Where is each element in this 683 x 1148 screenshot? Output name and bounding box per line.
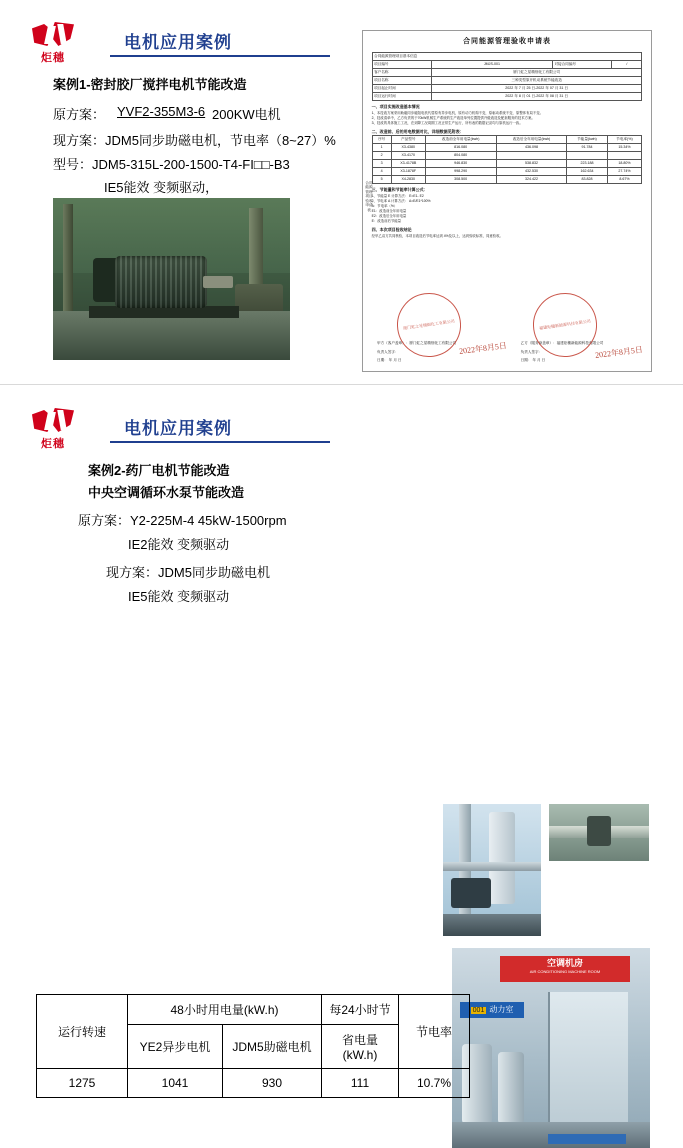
- slide-2: [0, 386, 683, 1090]
- form-section-2-title: 二、改造前、后的用电数据对比，详细数据见附表：: [371, 128, 464, 134]
- case-2-old-efficiency: IE2能效 变频驱动: [128, 537, 230, 552]
- form-section-4-title: 四、本次项目验收结论: [371, 226, 412, 232]
- case-2-heading: 案例2-药厂电机节能改造: [88, 463, 230, 478]
- machine-room-banner: 空调机房 AIR CONDITIONING MACHINE ROOM: [500, 956, 630, 982]
- case-1-old-power: 200KW电机: [212, 107, 281, 122]
- slide-2-title-rule: [110, 441, 330, 443]
- handwriting-date-b: 2022年8月5日: [594, 345, 644, 360]
- form-signature-right: 乙方（服务商盖章）：福建炬穗新能源科技有限公司 负责人签字： 日期： 年 月 日: [520, 341, 604, 363]
- form-formula-2: 2、节电率 A 计算方法： A=E/E1*100%: [371, 199, 431, 204]
- form-data-row: 2 X3-4170 804.080: [372, 152, 642, 160]
- case-1-old-scheme-label: 原方案：: [53, 107, 106, 122]
- logo-mark-icon: [32, 22, 74, 48]
- table-row: 1275 1041 930 111 10.7%: [37, 1069, 470, 1098]
- form-header-table: 合同能源管理项目基本信息 项目编号 JMJS-001 对接合同编号 / 客户名称 厦门虹之星精细化工有限公司 项目名称 三种类型原开机动系统节能改造 项目起止时间 2022 年 7 月 25 日-2022 年 07 月 31 日 项目运行时间 2022 年 8 月 01 日-2022 年 08 月 31 日: [372, 52, 643, 101]
- logo-company-name: 炬穗: [41, 52, 65, 64]
- form-signature-left: 甲方（客户盖章）：厦门虹之星精细化工有限公司 负责人签字： 日期： 年 月 日: [377, 341, 457, 363]
- case-2-new-scheme: 现方案：JDM5同步助磁电机: [106, 565, 270, 580]
- company-logo: [22, 22, 84, 68]
- slide-1: [0, 0, 683, 385]
- machine-room-sign: 001 动力室: [460, 1002, 524, 1018]
- form-legend-a: A：节电率（%）: [371, 204, 398, 209]
- form-data-row: 3 X3-4178B 946.830 538.832 223.188 18.80%: [372, 160, 642, 168]
- case-2-subheading: 中央空调循环水泵节能改造: [88, 485, 245, 500]
- form-legend-e2: E2：改造后全年用电量: [371, 213, 407, 218]
- form-formula-1: 1、节能量 E 计算方法： E=E1- E2: [371, 194, 424, 199]
- slide-2-title: 电机应用案例: [124, 419, 232, 438]
- case-2-valve-photo: [549, 804, 649, 861]
- case-1-efficiency: IE5能效 变频驱动，: [104, 180, 219, 195]
- stamp-party-b: 福建炬穗新能源科技有限公司: [529, 289, 601, 361]
- form-section-1-p1: 1、本技改方案采用助磁同步磁阻电机代替原有异步电机，原有动力机构不变，原驱动系统不变，原整体布局不变。: [371, 110, 544, 115]
- table-subheader-row: YE2异步电机 JDM5助磁电机 省电量(kW.h): [37, 1025, 470, 1069]
- case-2-new-efficiency: IE5能效 变频驱动: [128, 589, 230, 604]
- case-1-heading: 案例1-密封胶厂搅拌电机节能改造: [53, 77, 247, 92]
- logo-company-name: 炬穗: [41, 438, 65, 450]
- case-1-old-model: YVF2-355M3-6: [117, 104, 206, 119]
- case-1-model-code: 型号：JDM5-315L-200-1500-T4-FI□□-B3: [53, 157, 290, 172]
- table-header-row: 运行转速 48小时用电量(kW.h) 每24小时节 节电率: [37, 995, 470, 1025]
- form-data-row: 5 X4-2830 308.500 324.422 83.828 8.67%: [372, 176, 642, 184]
- company-logo-2: [22, 408, 84, 454]
- form-conclusion: 经甲乙双方共同核验，本项目改造后节电率达到 4%及以上，达到验收标准，同意验收。: [371, 233, 503, 238]
- acceptance-form-scan: [362, 30, 652, 372]
- form-section-3-title: 三、节能量和节能率计算公式：: [371, 187, 428, 193]
- form-legend-e1: E1：改造前全年用电量: [371, 208, 407, 213]
- handwriting-date-a: 2022年8月5日: [458, 341, 508, 356]
- case-1-site-photo: [53, 198, 290, 360]
- form-legend-e: E：改造前后节能量: [371, 218, 402, 223]
- form-side-label: 合同能源管理项目验收申请表: [365, 181, 373, 212]
- form-data-row: 1 X3-4380 816.080 436.098 91.784 15.34%: [372, 144, 642, 152]
- form-title: 合同能源管理验收申请表: [463, 38, 551, 45]
- form-section-1-p3: 3、技改的具体施工工况，在到降工况周期工况正常生产运行，所有表的数据记录均与原机运行一致。: [371, 120, 523, 125]
- slide-1-title-rule: [110, 55, 330, 57]
- case-2-machine-room-photo: [452, 948, 650, 1148]
- form-section-1-p2: 2、技改清单中，乙方负责的于70kW机械生产系统的生产改造单列位置提供升级改造及配套服务的技术方案。: [371, 115, 535, 120]
- stamp-party-a: 厦门虹之星精细化工有限公司: [393, 289, 465, 361]
- form-section-1-title: 一、项目实施改造基本情况: [371, 104, 420, 110]
- case-1-new-scheme: 现方案：JDM5同步助磁电机，节电率（8~27）%: [53, 133, 336, 148]
- form-data-table: 序号 产品型号 改造前全年用电量(kwh) 改造后全年用电量(kwh) 节能量(kwh) 节电率(%) 1 X3-4380 816.080 436.098 91.784 15.34% 2 X3-4170 804.080 3 X3-4178B 946.830 538.832 223.188 18.80% 4 X3-1878F 998.290 432.530 162.634 27.74% 5 X4-2830 308.500 324.422 83.828 8.67%: [372, 135, 643, 184]
- case-2-pump-photo: [443, 804, 541, 936]
- logo-mark-icon: [32, 408, 74, 434]
- slide-1-title: 电机应用案例: [124, 33, 232, 52]
- form-data-row: 4 X3-1878F 998.290 432.530 162.634 27.74%: [372, 168, 642, 176]
- case-2-result-table: [36, 994, 470, 1098]
- case-2-old-scheme: 原方案：Y2-225M-4 45kW-1500rpm: [78, 513, 287, 528]
